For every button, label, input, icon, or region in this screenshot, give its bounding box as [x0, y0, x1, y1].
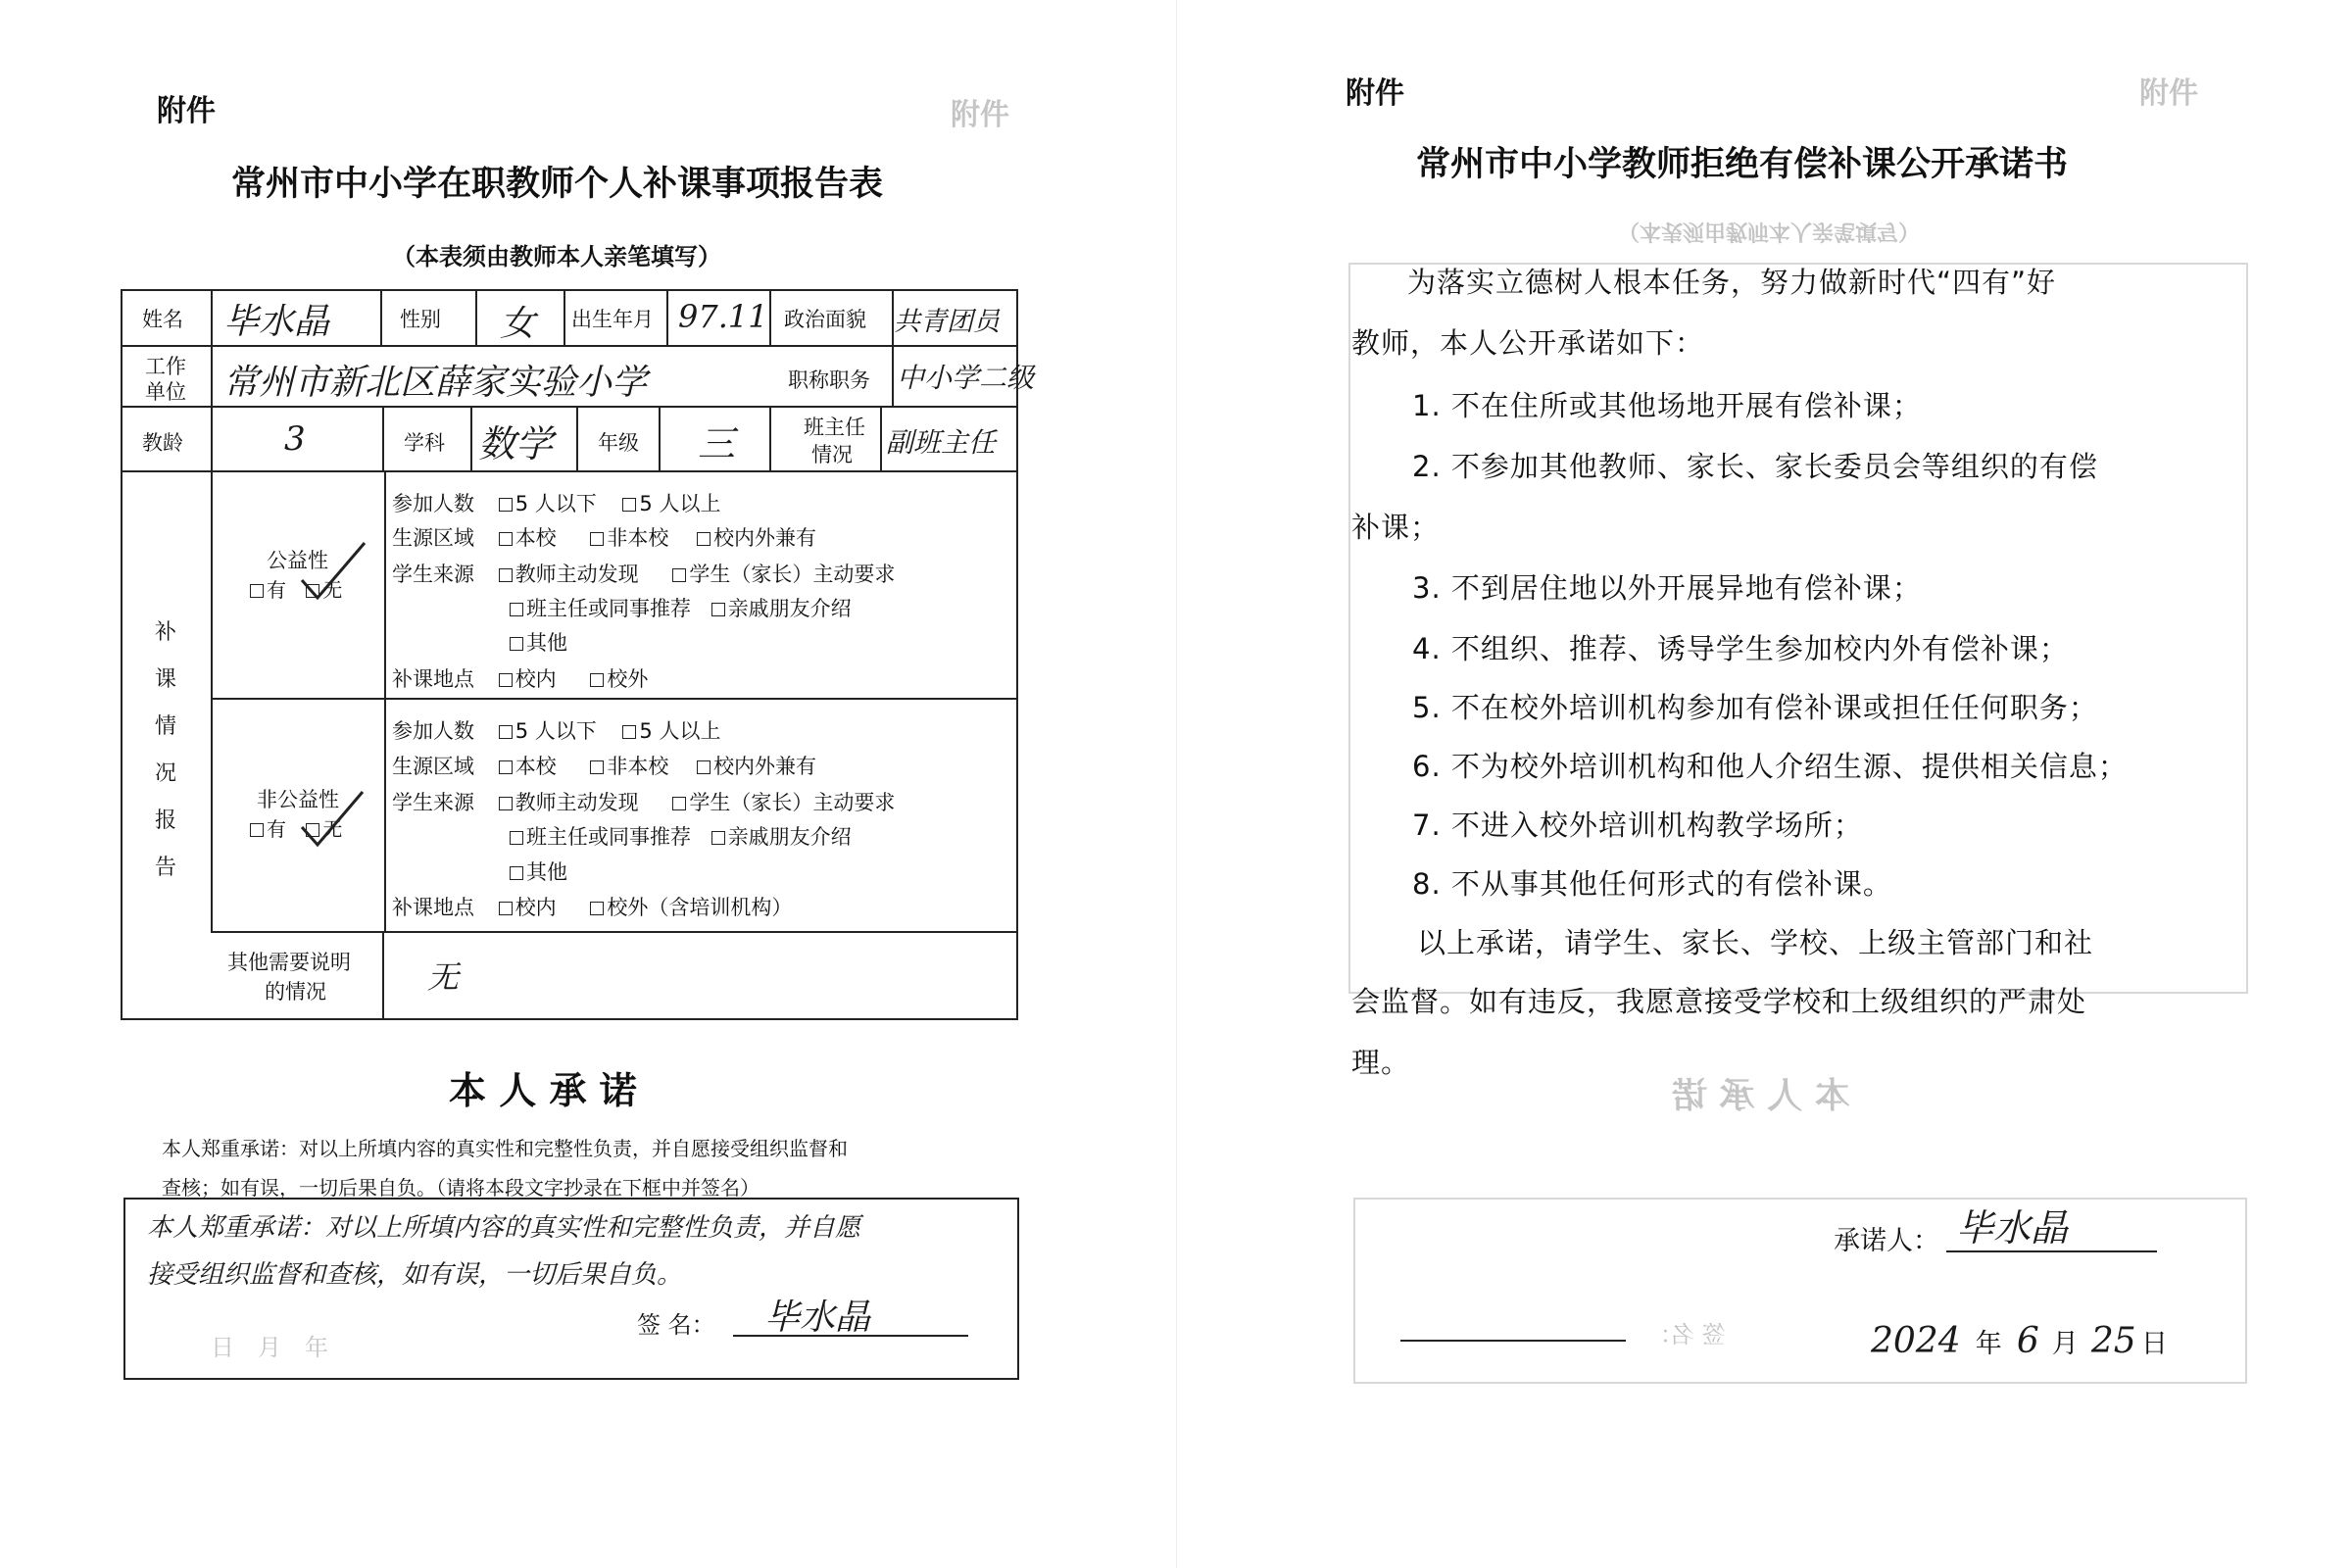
closing-line2: 会监督。如有违反，我愿意接受学校和上级组织的严肃处: [1351, 985, 2087, 1018]
bleed-through-attachment: 附件: [951, 98, 1009, 132]
nonpublic-source-row-2: 班主任或同事推荐 亲戚朋友介绍: [510, 821, 852, 851]
nonpublic-participants-row: 参加人数 5 人以下 5 人以上: [392, 719, 721, 743]
nonpublic-yes-checkbox[interactable]: [250, 823, 264, 837]
page-title: 常州市中小学在职教师个人补课事项报告表: [231, 165, 884, 204]
public-source-row: 学生来源 教师主动发现 学生（家长）主动要求: [392, 563, 896, 586]
name-value[interactable]: 毕水晶: [223, 302, 330, 342]
signature-value[interactable]: 毕水晶: [764, 1298, 871, 1338]
public-welfare-label: 公益性: [267, 549, 328, 572]
commitment-item-8: 8. 不从事其他任何形式的有偿补课。: [1412, 867, 1892, 901]
page-title: 常州市中小学教师拒绝有偿补课公开承诺书: [1416, 145, 2069, 184]
name-label: 姓名: [142, 308, 183, 331]
public-welfare-choice: 有 无: [250, 574, 342, 603]
signature-label: 签 名：: [637, 1311, 715, 1339]
commitment-item-4: 4. 不组织、推荐、诱导学生参加校内外有偿补课；: [1412, 632, 2069, 665]
public-no-checkmark-icon: [294, 537, 372, 606]
head-teacher-label-line1: 班主任: [804, 416, 865, 439]
gender-value[interactable]: 女: [500, 304, 536, 344]
nonpublic-welfare-label: 非公益性: [257, 788, 339, 811]
unit-label-line1: 工作: [145, 355, 186, 378]
nonpublic-no-checkmark-icon: [294, 784, 372, 853]
teaching-years-value[interactable]: 3: [284, 419, 306, 459]
handwritten-copy-line2[interactable]: 接受组织监督和查核，如有误，一切后果自负。: [147, 1260, 683, 1290]
gender-label: 性别: [400, 308, 441, 331]
pledge-title: 本 人 承 诺: [449, 1069, 637, 1112]
political-label: 政治面貌: [784, 308, 866, 331]
nonpublic-source-row: 学生来源 教师主动发现 学生（家长）主动要求: [392, 791, 896, 814]
pledger-label: 承诺人：: [1834, 1226, 1939, 1256]
pledger-signature[interactable]: 毕水晶: [1956, 1206, 2069, 1250]
bleed-through-attachment: 附件: [2139, 76, 2198, 111]
form-subtitle: （本表须由教师本人亲笔填写）: [392, 243, 721, 270]
commitment-item-2-cont: 补课；: [1351, 511, 1441, 544]
other-notes-value[interactable]: 无: [427, 958, 460, 996]
commitment-item-2: 2. 不参加其他教师、家长、家长委员会等组织的有偿: [1412, 450, 2098, 483]
birth-label: 出生年月: [571, 308, 654, 331]
public-source-row-3: 其他: [510, 627, 567, 657]
grade-label: 年级: [598, 431, 639, 455]
attachment-label: 附件: [1346, 76, 1404, 111]
nonpublic-place-row: 补课地点 校内 校外（含培训机构）: [392, 896, 793, 919]
pledge-text-line1: 本人郑重承诺：对以上所填内容的真实性和完整性负责，并自愿接受组织监督和: [162, 1137, 848, 1160]
subject-value[interactable]: 数学: [478, 422, 554, 466]
grade-value[interactable]: 三: [698, 422, 736, 466]
public-region-row: 生源区域 本校 非本校 校内外兼有: [392, 526, 817, 550]
right-page-commitment-letter: [1176, 0, 2352, 1568]
commitment-item-5: 5. 不在校外培训机构参加有偿补课或担任任何职务；: [1412, 691, 2098, 724]
head-teacher-value[interactable]: 副班主任: [886, 426, 997, 459]
date-day[interactable]: 25: [2090, 1321, 2136, 1361]
closing-line3: 理。: [1351, 1046, 1411, 1079]
birth-value[interactable]: 97.11: [678, 298, 768, 335]
job-title-value[interactable]: 中小学二级: [897, 362, 1035, 394]
nonpublic-region-row: 生源区域 本校 非本校 校内外兼有: [392, 755, 817, 778]
teaching-years-label: 教龄: [142, 431, 183, 455]
other-notes-label-line1: 其他需要说明: [227, 951, 351, 974]
public-source-row-2: 班主任或同事推荐 亲戚朋友介绍: [510, 593, 852, 622]
date-month[interactable]: 6: [2016, 1321, 2039, 1361]
nonpublic-welfare-choice: 有 无: [250, 813, 342, 842]
unit-value[interactable]: 常州市新北区薛家实验小学: [223, 363, 648, 403]
bleed-through-subtitle: （本表须由教师本人亲笔填写）: [1618, 219, 1921, 243]
commitment-item-7: 7. 不进入校外培训机构教学场所；: [1412, 808, 1863, 842]
nonpublic-source-row-3: 其他: [510, 857, 567, 886]
bleed-through-pledge-title: 本 人 承 诺: [1672, 1076, 1850, 1116]
job-title-label: 职称职务: [788, 368, 870, 392]
other-notes-label-line2: 的情况: [265, 980, 326, 1004]
closing-line1: 以上承诺，请学生、家长、学校、上级主管部门和社: [1417, 926, 2094, 959]
bleed-through-sign: 签 名：: [1647, 1321, 1726, 1348]
date-year[interactable]: 2024: [1871, 1321, 1961, 1361]
unit-label-line2: 单位: [145, 380, 186, 404]
political-value[interactable]: 共青团员: [894, 307, 1000, 337]
public-participants-row: 参加人数 5 人以下 5 人以上: [392, 492, 721, 515]
commitment-item-3: 3. 不到居住地以外开展异地有偿补课；: [1412, 571, 1922, 605]
commitment-date: 2024 年 6 月 25 日: [1871, 1321, 2168, 1361]
bleed-through-date: 日 月 年: [211, 1334, 328, 1361]
public-place-row: 补课地点 校内 校外: [392, 667, 649, 691]
subject-label: 学科: [404, 431, 445, 455]
attachment-label: 附件: [157, 94, 216, 128]
head-teacher-label-line2: 情况: [811, 443, 853, 466]
pledge-text-line2: 查核；如有误，一切后果自负。（请将本段文字抄录在下框中并签名）: [162, 1176, 760, 1200]
intro-line1: 为落实立德树人根本任务，努力做新时代“四有”好: [1407, 266, 2057, 299]
public-yes-checkbox[interactable]: [250, 584, 264, 598]
intro-line2: 教师，本人公开承诺如下：: [1351, 326, 1705, 360]
report-section-label: 补 课 情 况 报 告: [154, 620, 176, 880]
handwritten-copy-line1[interactable]: 本人郑重承诺：对以上所填内容的真实性和完整性负责，并自愿: [147, 1213, 861, 1243]
commitment-item-1: 1. 不在住所或其他场地开展有偿补课；: [1412, 389, 1922, 422]
commitment-item-6: 6. 不为校外培训机构和他人介绍生源、提供相关信息；: [1412, 750, 2128, 783]
